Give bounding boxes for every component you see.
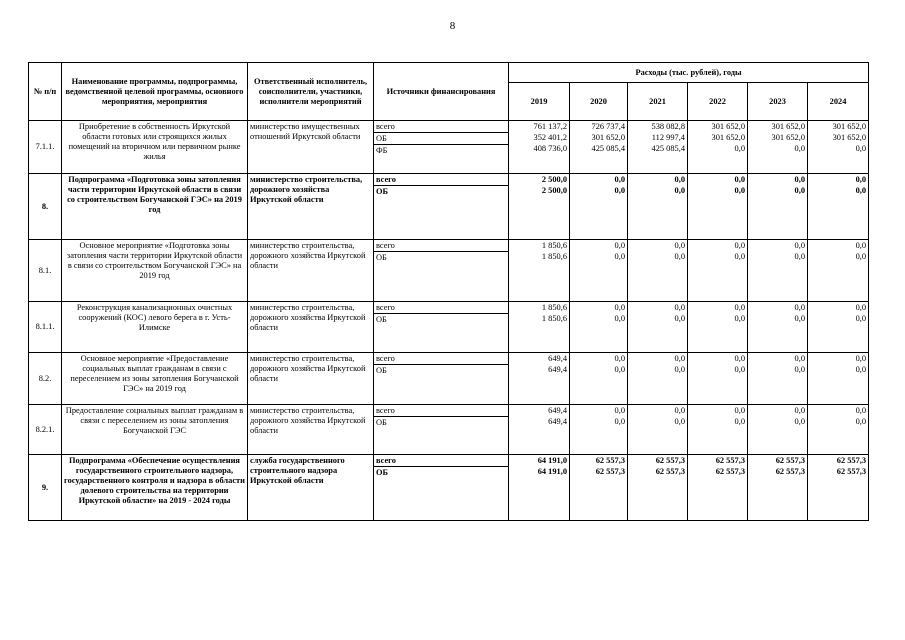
source-label: ОБ — [374, 364, 508, 376]
amount-cell: 1 850,6 — [541, 314, 567, 323]
amount-cell: 0,0 — [794, 175, 805, 184]
row-number: 8.2.1. — [29, 405, 62, 455]
header-year: 2022 — [688, 83, 748, 121]
amount-cell: 301 652,0 — [832, 133, 867, 142]
year-values — [808, 455, 869, 521]
amount-cell: 0,0 — [734, 354, 745, 363]
year-values — [688, 121, 748, 174]
year-values — [748, 353, 808, 405]
source-label: всего — [376, 175, 396, 184]
year-values — [688, 405, 748, 455]
source-label: ОБ — [374, 251, 508, 263]
table-row — [29, 405, 869, 455]
header-year: 2024 — [808, 83, 869, 121]
amount-cell: 301 652,0 — [771, 133, 805, 142]
row-responsible: министерство имущественных отношений Иркутской области — [248, 121, 374, 174]
year-values — [570, 455, 628, 521]
year-values — [509, 405, 570, 455]
amount-cell: 649,4 — [548, 417, 567, 426]
amount-cell: 2 500,0 — [541, 186, 567, 195]
amount-cell: 62 557,3 — [836, 456, 867, 465]
amount-cell: 0,0 — [674, 354, 685, 363]
year-values — [628, 353, 688, 405]
amount-cell: 301 652,0 — [711, 133, 745, 142]
amount-cell: 0,0 — [734, 186, 745, 195]
row-name: Основное мероприятие «Подготовка зоны затопления части территории Иркутской области в связи со строительством Богучанской ГЭС» на 2019 год — [62, 240, 248, 302]
row-name: Приобретение в собственность Иркутской области готовых или строящихся жилых помещений на вторичном или первичном рынке жилья — [62, 121, 248, 174]
year-values — [628, 121, 688, 174]
source-label: всего — [376, 303, 395, 312]
source-label: всего — [376, 406, 395, 415]
amount-cell: 761 137,2 — [533, 122, 567, 131]
amount-cell: 0,0 — [614, 252, 625, 261]
amount-cell: 0,0 — [674, 406, 685, 415]
amount-cell: 726 737,4 — [591, 122, 625, 131]
table-row — [29, 302, 869, 353]
year-values — [688, 455, 748, 521]
amount-cell: 0,0 — [855, 252, 867, 261]
header-responsible: Ответственный исполнитель, соисполнители, участники, исполнители мероприятий — [248, 63, 374, 121]
amount-cell: 0,0 — [855, 354, 867, 363]
amount-cell: 62 557,3 — [836, 467, 867, 476]
amount-cell: 1 850,6 — [541, 252, 567, 261]
year-values — [509, 240, 570, 302]
amount-cell: 0,0 — [855, 406, 867, 415]
amount-cell: 0,0 — [855, 144, 867, 153]
table-row — [29, 121, 869, 174]
amount-cell: 301 652,0 — [591, 133, 625, 142]
source-label: ОБ — [374, 313, 508, 325]
year-values — [748, 121, 808, 174]
amount-cell: 0,0 — [674, 417, 685, 426]
year-values — [509, 302, 570, 353]
amount-cell: 408 736,0 — [533, 144, 567, 153]
year-values — [688, 240, 748, 302]
year-values — [628, 174, 688, 240]
source-label: всего — [376, 241, 395, 250]
row-sources — [374, 174, 509, 240]
table-row — [29, 455, 869, 521]
table-row — [29, 240, 869, 302]
row-number: 9. — [29, 455, 62, 521]
row-number: 8. — [29, 174, 62, 240]
row-responsible: министерство строительства, дорожного хозяйства Иркутской области — [248, 302, 374, 353]
year-values — [570, 353, 628, 405]
amount-cell: 62 557,3 — [775, 467, 805, 476]
year-values — [748, 455, 808, 521]
year-values — [628, 455, 688, 521]
amount-cell: 0,0 — [614, 365, 625, 374]
year-values — [808, 405, 869, 455]
amount-cell: 0,0 — [614, 354, 625, 363]
amount-cell: 0,0 — [794, 365, 805, 374]
amount-cell: 62 557,3 — [655, 467, 685, 476]
amount-cell: 649,4 — [548, 365, 567, 374]
source-label: всего — [376, 456, 396, 465]
header-year: 2023 — [748, 83, 808, 121]
row-responsible: министерство строительства, дорожного хозяйства Иркутской области — [248, 353, 374, 405]
year-values — [748, 174, 808, 240]
amount-cell: 0,0 — [614, 175, 625, 184]
amount-cell: 425 085,4 — [591, 144, 625, 153]
source-label: всего — [376, 354, 395, 363]
row-number: 8.1. — [29, 240, 62, 302]
amount-cell: 0,0 — [855, 417, 867, 426]
amount-cell: 62 557,3 — [655, 456, 685, 465]
source-label: ОБ — [374, 466, 508, 478]
amount-cell: 649,4 — [548, 354, 567, 363]
amount-cell: 0,0 — [794, 186, 805, 195]
amount-cell: 0,0 — [794, 406, 805, 415]
year-values — [808, 302, 869, 353]
amount-cell: 0,0 — [794, 241, 805, 250]
amount-cell: 1 850,6 — [541, 241, 567, 250]
source-label: ОБ — [374, 185, 508, 197]
amount-cell: 0,0 — [734, 175, 745, 184]
year-values — [748, 240, 808, 302]
row-sources — [374, 240, 509, 302]
amount-cell: 0,0 — [794, 314, 805, 323]
row-sources — [374, 121, 509, 174]
row-responsible: служба государственного строительного надзора Иркутской области — [248, 455, 374, 521]
amount-cell: 649,4 — [548, 406, 567, 415]
amount-cell: 0,0 — [794, 303, 805, 312]
source-label: ОБ — [374, 416, 508, 428]
year-values — [628, 302, 688, 353]
year-values — [570, 174, 628, 240]
amount-cell: 0,0 — [734, 144, 745, 153]
header-year: 2021 — [628, 83, 688, 121]
row-responsible: министерство строительства, дорожного хозяйства Иркутской области — [248, 240, 374, 302]
row-name: Основное мероприятие «Предоставление социальных выплат гражданам в связи с переселением из зоны затопления Богучанской ГЭС» на 2019 год — [62, 353, 248, 405]
year-values — [628, 240, 688, 302]
amount-cell: 0,0 — [855, 175, 867, 184]
row-number: 8.1.1. — [29, 302, 62, 353]
header-source: Источники финансирования — [374, 63, 509, 121]
year-values — [509, 174, 570, 240]
year-values — [570, 302, 628, 353]
amount-cell: 0,0 — [674, 252, 685, 261]
amount-cell: 112 997,4 — [651, 133, 685, 142]
row-responsible: министерство строительства, дорожного хозяйства Иркутской области — [248, 174, 374, 240]
year-values — [628, 405, 688, 455]
row-sources — [374, 455, 509, 521]
amount-cell: 0,0 — [614, 406, 625, 415]
amount-cell: 352 401,2 — [533, 133, 567, 142]
amount-cell: 0,0 — [734, 241, 745, 250]
amount-cell: 0,0 — [734, 303, 745, 312]
amount-cell: 301 652,0 — [771, 122, 805, 131]
year-values — [808, 240, 869, 302]
year-values — [509, 353, 570, 405]
amount-cell: 0,0 — [674, 314, 685, 323]
amount-cell: 0,0 — [674, 186, 685, 195]
row-responsible: министерство строительства, дорожного хозяйства Иркутской области — [248, 405, 374, 455]
amount-cell: 0,0 — [614, 186, 625, 195]
amount-cell: 301 652,0 — [832, 122, 867, 131]
year-values — [688, 302, 748, 353]
amount-cell: 62 557,3 — [715, 456, 745, 465]
amount-cell: 2 500,0 — [541, 175, 567, 184]
amount-cell: 64 191,0 — [537, 467, 567, 476]
amount-cell: 0,0 — [734, 365, 745, 374]
year-values — [570, 121, 628, 174]
year-values — [570, 405, 628, 455]
amount-cell: 62 557,3 — [715, 467, 745, 476]
amount-cell: 0,0 — [794, 144, 805, 153]
row-number: 7.1.1. — [29, 121, 62, 174]
year-values — [509, 455, 570, 521]
year-values — [808, 174, 869, 240]
amount-cell: 0,0 — [855, 241, 867, 250]
amount-cell: 0,0 — [614, 314, 625, 323]
amount-cell: 0,0 — [855, 186, 867, 195]
source-label: ОБ — [374, 132, 508, 144]
header-expenses: Расходы (тыс. рублей), годы — [509, 63, 869, 83]
amount-cell: 62 557,3 — [595, 467, 625, 476]
amount-cell: 425 085,4 — [651, 144, 685, 153]
header-year: 2020 — [570, 83, 628, 121]
year-values — [688, 353, 748, 405]
amount-cell: 62 557,3 — [595, 456, 625, 465]
amount-cell: 0,0 — [794, 417, 805, 426]
header-num: № п/п — [29, 63, 62, 121]
amount-cell: 0,0 — [855, 314, 867, 323]
row-sources — [374, 302, 509, 353]
header-year: 2019 — [509, 83, 570, 121]
amount-cell: 64 191,0 — [537, 456, 567, 465]
table-body — [29, 121, 869, 521]
row-name: Подпрограмма «Подготовка зоны затопления части территории Иркутской области в связи со строительством Богучанской ГЭС» на 2019 год — [62, 174, 248, 240]
amount-cell: 0,0 — [614, 241, 625, 250]
source-label: всего — [376, 122, 395, 131]
header-name: Наименование программы, подпрограммы, ведомственной целевой программы, основного мероприятия, мероприятия — [62, 63, 248, 121]
year-values — [808, 353, 869, 405]
amount-cell: 62 557,3 — [775, 456, 805, 465]
row-sources — [374, 353, 509, 405]
year-values — [688, 174, 748, 240]
amount-cell: 0,0 — [614, 417, 625, 426]
year-values — [509, 121, 570, 174]
amount-cell: 0,0 — [674, 365, 685, 374]
year-values — [748, 302, 808, 353]
budget-table — [28, 62, 869, 521]
year-values — [748, 405, 808, 455]
amount-cell: 0,0 — [794, 252, 805, 261]
amount-cell: 0,0 — [674, 175, 685, 184]
page-number: 8 — [449, 20, 456, 32]
amount-cell: 538 082,8 — [651, 122, 685, 131]
amount-cell: 0,0 — [855, 303, 867, 312]
amount-cell: 0,0 — [734, 252, 745, 261]
amount-cell: 301 652,0 — [711, 122, 745, 131]
source-label: ФБ — [374, 144, 508, 156]
table-row — [29, 353, 869, 405]
amount-cell: 0,0 — [674, 241, 685, 250]
row-name: Подпрограмма «Обеспечение осуществления государственного строительного надзора, государственного контроля и надзора в области долевого строительства на территории Иркутской области» на 2019 - 2024 годы — [62, 455, 248, 521]
amount-cell: 0,0 — [734, 314, 745, 323]
amount-cell: 0,0 — [734, 417, 745, 426]
row-name: Реконструкция канализационных очистных сооружений (КОС) левого берега в г. Усть-Илимске — [62, 302, 248, 353]
amount-cell: 0,0 — [855, 365, 867, 374]
amount-cell: 0,0 — [614, 303, 625, 312]
row-name: Предоставление социальных выплат гражданам в связи с переселением из зоны затопления Богучанской ГЭС — [62, 405, 248, 455]
amount-cell: 0,0 — [734, 406, 745, 415]
amount-cell: 0,0 — [794, 354, 805, 363]
table-row — [29, 174, 869, 240]
amount-cell: 1 850,6 — [541, 303, 567, 312]
row-sources — [374, 405, 509, 455]
row-number: 8.2. — [29, 353, 62, 405]
year-values — [570, 240, 628, 302]
amount-cell: 0,0 — [674, 303, 685, 312]
year-values — [808, 121, 869, 174]
